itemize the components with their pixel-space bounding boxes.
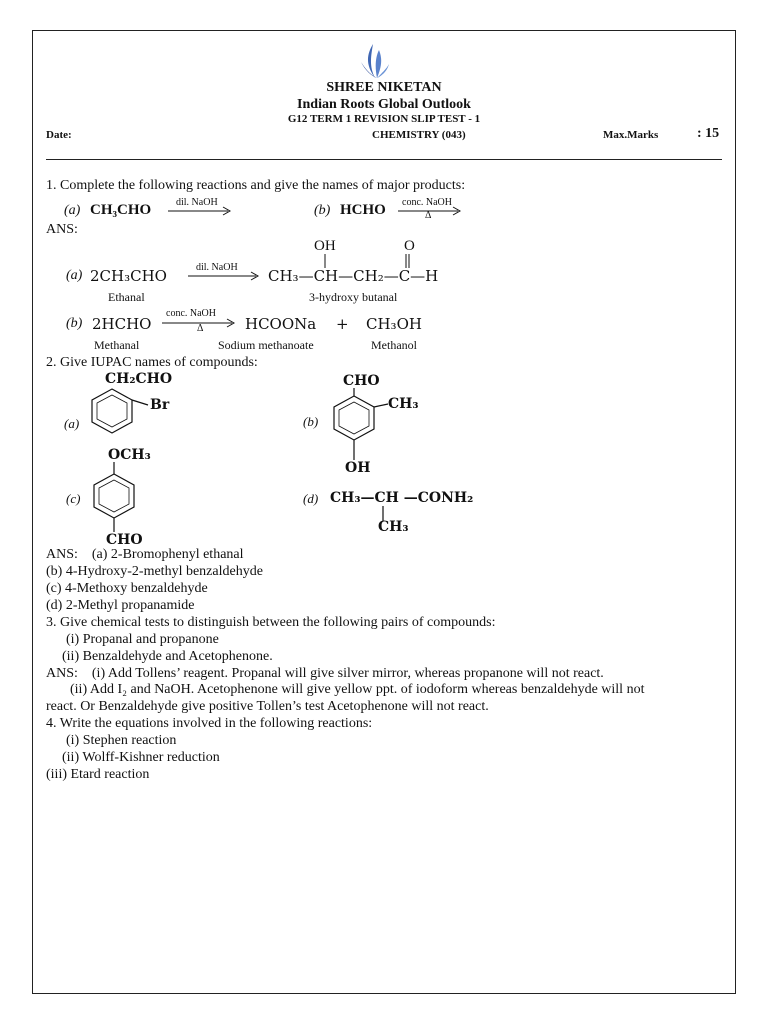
q4-question: 4. Write the equations involved in the following reactions: — [46, 716, 373, 731]
q1-question: 1. Complete the following reactions and give the names of major products: — [46, 178, 466, 193]
q2-question: 2. Give IUPAC names of compounds: — [46, 355, 258, 370]
q2-a-sub2: Br — [150, 397, 170, 413]
q2-b-sub3: OH — [345, 460, 371, 476]
q2-b-sub2: CH₃ — [388, 396, 419, 412]
q1-b-label: (b) — [314, 203, 331, 218]
q2-answer-c: (c) 4-Methoxy benzaldehyde — [46, 581, 208, 596]
q3-answer-ii-line1: (ii) Add I₂ and NaOH. Acetophenone will give yellow ppt. of iodoform whereas benzaldehyde will not — [70, 682, 645, 697]
q2-d-branch: CH₃ — [378, 519, 409, 535]
ans-a-product: CH₃—CH—CH₂—C—H — [268, 267, 439, 285]
q1-a-arrow — [168, 206, 232, 216]
ans-a-reagent: dil. NaOH — [196, 262, 238, 273]
ans-a-reactant-name: Ethanal — [108, 290, 145, 304]
ans-a-reactant: 2CH₃CHO — [90, 267, 167, 285]
q2-a-sub1: CH₂CHO — [105, 371, 173, 387]
ans-b-product1: HCOONa — [245, 315, 317, 333]
ans-a-arrow — [188, 271, 260, 281]
q1-a-label: (a) — [64, 203, 81, 218]
max-marks-label: Max.Marks — [603, 129, 659, 141]
q3-answer-i: ANS: (i) Add Tollens’ reagent. Propanal will give silver mirror, whereas propanone will not react. — [46, 666, 604, 681]
q2-b-sub1: CHO — [343, 373, 380, 389]
q3-part-ii: (ii) Benzaldehyde and Acetophenone. — [62, 649, 273, 664]
q4-part-iii: (iii) Etard reaction — [46, 767, 150, 782]
test-title: G12 TERM 1 REVISION SLIP TEST - 1 — [287, 113, 481, 125]
ans-a-o: O — [404, 238, 415, 254]
q2-answer-d: (d) 2-Methyl propanamide — [46, 598, 195, 613]
q3-answer-ii-line2: react. Or Benzaldehyde give positive Tollen’s test Acetophenone will not react. — [46, 699, 489, 714]
q3-question: 3. Give chemical tests to distinguish between the following pairs of compounds: — [46, 615, 496, 630]
school-name: SHREE NIKETAN — [326, 80, 442, 95]
ans-b-plus: + — [336, 315, 349, 333]
ans-b-reactant-name: Methanal — [94, 338, 140, 352]
ans-b-condition: Δ — [197, 323, 204, 334]
date-label: Date: — [46, 129, 72, 141]
ans-a-oh: OH — [314, 238, 336, 254]
q3-part-i: (i) Propanal and propanone — [66, 632, 219, 647]
q1-a-reagent: dil. NaOH — [176, 197, 218, 208]
header-divider — [46, 159, 722, 160]
q2-c-ring — [92, 462, 152, 538]
logo-icon — [357, 42, 393, 80]
subject-label: CHEMISTRY (043) — [372, 129, 466, 141]
q2-c-label: (c) — [66, 491, 81, 506]
school-tagline: Indian Roots Global Outlook — [297, 97, 471, 112]
q1-b-reagent: conc. NaOH — [402, 197, 452, 208]
q2-c-sub2: CHO — [106, 532, 143, 548]
q2-c-sub1: OCH₃ — [108, 447, 151, 463]
ans-a-product-name: 3-hydroxy butanal — [309, 290, 398, 304]
ans-b-reactant: 2HCHO — [92, 315, 152, 333]
ans-b-product1-name: Sodium methanoate — [218, 338, 314, 352]
q1-b-reactant: HCHO — [340, 202, 386, 218]
ans-b-product2-name: Methanol — [371, 338, 417, 352]
max-marks-value: : 15 — [697, 126, 720, 141]
q4-part-ii: (ii) Wolff-Kishner reduction — [62, 750, 220, 765]
q1-ans-label: ANS: — [46, 222, 78, 237]
ans-b-reagent: conc. NaOH — [166, 308, 216, 319]
ans-b-product2: CH₃OH — [366, 315, 422, 333]
q1-a-reactant: CH₃CHO — [90, 202, 152, 218]
q2-d-label: (d) — [303, 491, 319, 506]
q2-b-ring — [326, 388, 396, 463]
q2-d-main: CH₃—CH —CONH₂ — [330, 490, 474, 506]
q2-answer-b: (b) 4-Hydroxy-2-methyl benzaldehyde — [46, 564, 263, 579]
q2-a-ring — [84, 386, 154, 446]
ans-a-label: (a) — [66, 268, 83, 283]
q2-a-label: (a) — [64, 416, 80, 431]
ans-b-label: (b) — [66, 316, 83, 331]
q1-b-condition: Δ — [425, 210, 432, 221]
q2-answer-a: ANS: (a) 2-Bromophenyl ethanal — [46, 547, 244, 562]
q4-part-i: (i) Stephen reaction — [66, 733, 177, 748]
q2-b-label: (b) — [303, 414, 319, 429]
